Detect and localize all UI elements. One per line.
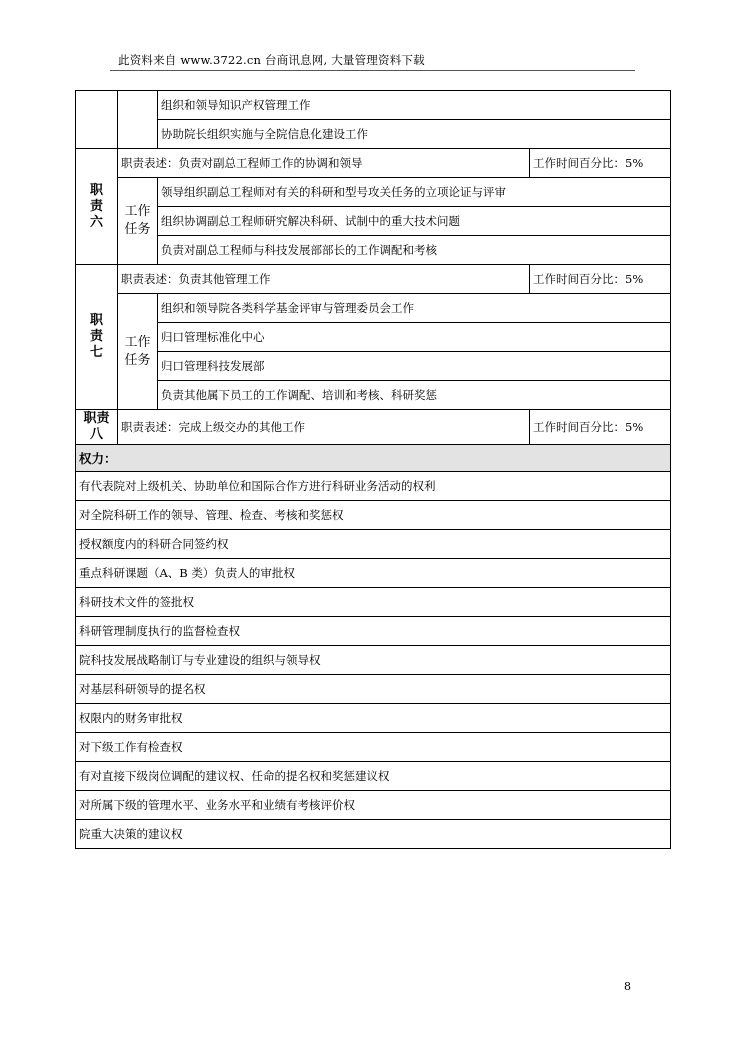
duty7-task-label-text: 工作 任务 (124, 334, 151, 368)
power-item: 授权额度内的科研合同签约权 (76, 530, 671, 559)
power-item: 对下级工作有检查权 (76, 733, 671, 762)
duty6-time-pct: 工作时间百分比：5% (530, 149, 671, 178)
duty8-time-pct: 工作时间百分比：5% (530, 410, 671, 445)
duty5-task-1: 组织和领导知识产权管理工作 (158, 91, 671, 120)
power-item: 科研技术文件的签批权 (76, 588, 671, 617)
duty6-title (76, 149, 118, 265)
duty6-task-label-text: 工作 任务 (124, 204, 151, 237)
duty8-title-text: 职责 八 (83, 411, 110, 442)
power-item: 对所属下级的管理水平、业务水平和业绩有考核评价权 (76, 791, 671, 820)
power-item: 有代表院对上级机关、协助单位和国际合作方进行科研业务活动的权利 (76, 472, 671, 501)
power-item: 科研管理制度执行的监督检查权 (76, 617, 671, 646)
header-divider (110, 70, 635, 71)
duty7-title-text: 职 责 七 (89, 313, 103, 360)
duty5-task-2: 协助院长组织实施与全院信息化建设工作 (158, 120, 671, 149)
duty7-task-2: 归口管理标准化中心 (158, 323, 671, 352)
duty6-task-2: 组织协调副总工程师研究解决科研、试制中的重大技术问题 (158, 207, 671, 236)
power-item: 对全院科研工作的领导、管理、检查、考核和奖惩权 (76, 501, 671, 530)
power-item: 院重大决策的建议权 (76, 820, 671, 849)
duty5-title-cell (76, 91, 118, 149)
duty8-statement: 职责表述：完成上级交办的其他工作 (118, 410, 530, 445)
duty7-task-label (118, 294, 158, 410)
duty-power-table (75, 90, 671, 849)
duty6-statement: 职责表述：负责对副总工程师工作的协调和领导 (118, 149, 530, 178)
source-header: 此资料来自 www.3722.cn 台商讯息网, 大量管理资料下载 (118, 53, 425, 67)
power-item: 有对直接下级岗位调配的建议权、任命的提名权和奖惩建议权 (76, 762, 671, 791)
power-item: 权限内的财务审批权 (76, 704, 671, 733)
duty7-task-4: 负责其他属下员工的工作调配、培训和考核、科研奖惩 (158, 381, 671, 410)
page-number: 8 (624, 980, 631, 993)
duty7-task-3: 归口管理科技发展部 (158, 352, 671, 381)
power-item: 对基层科研领导的提名权 (76, 675, 671, 704)
duty6-title-text: 职 责 六 (89, 182, 103, 230)
duty7-time-pct: 工作时间百分比：5% (530, 265, 671, 294)
duty7-task-1: 组织和领导院各类科学基金评审与管理委员会工作 (158, 294, 671, 323)
power-item: 院科技发展战略制订与专业建设的组织与领导权 (76, 646, 671, 675)
duty7-statement: 职责表述：负责其他管理工作 (118, 265, 530, 294)
duty5-task-label-cell (118, 91, 158, 149)
duty7-title (76, 265, 118, 410)
duty6-task-1: 领导组织副总工程师对有关的科研和型号攻关任务的立项论证与评审 (158, 178, 671, 207)
duty8-title (76, 410, 118, 445)
powers-title: 权力： (76, 445, 671, 472)
duty6-task-3: 负责对副总工程师与科技发展部部长的工作调配和考核 (158, 236, 671, 265)
duty6-task-label (118, 178, 158, 265)
power-item: 重点科研课题（A、B 类）负责人的审批权 (76, 559, 671, 588)
